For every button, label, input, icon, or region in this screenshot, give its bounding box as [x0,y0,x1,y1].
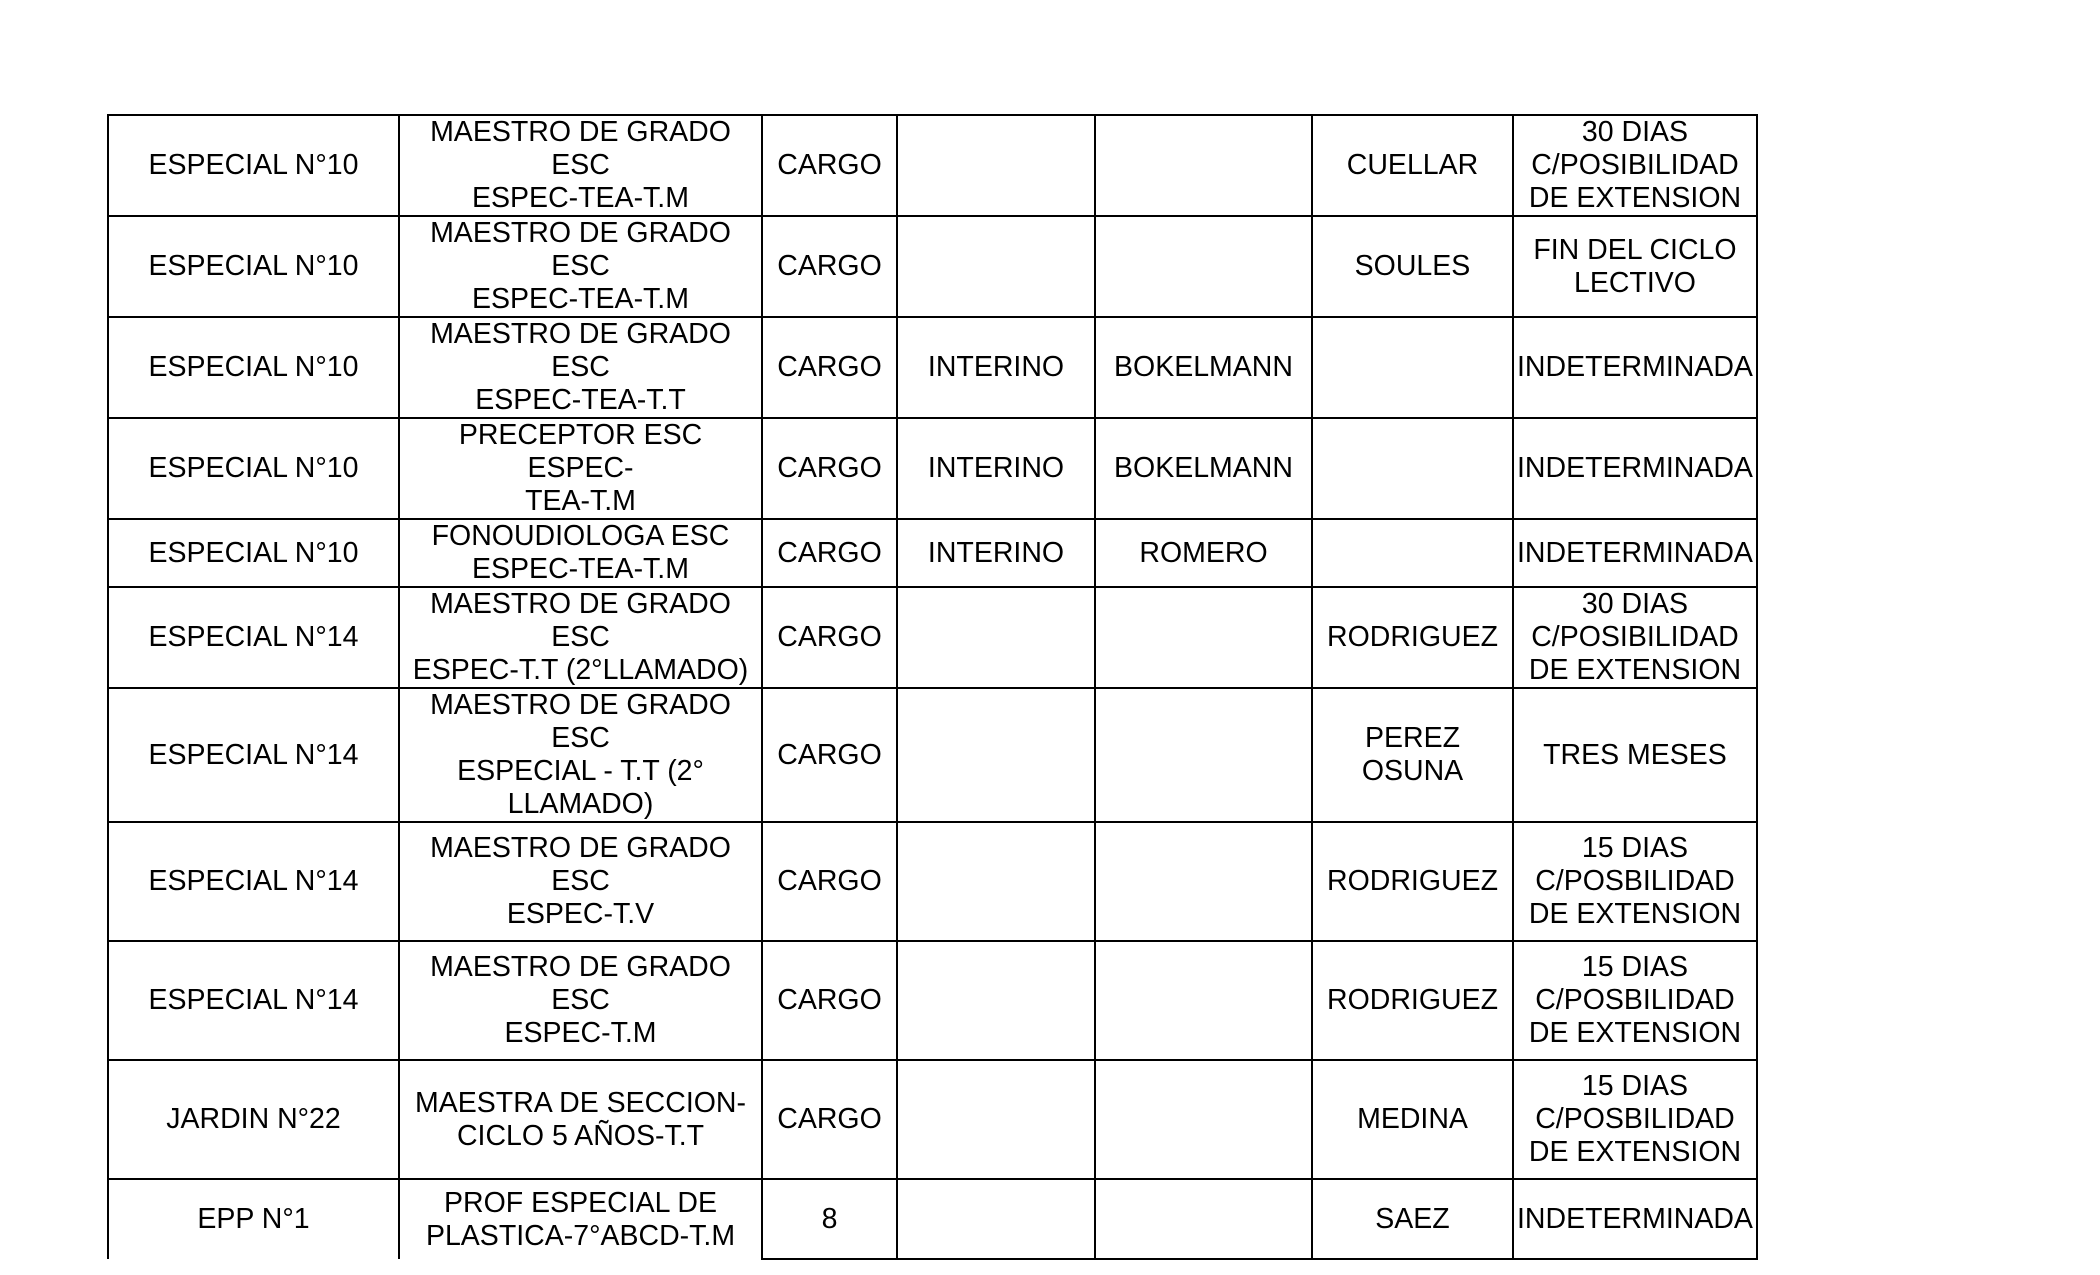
status-cell [897,1179,1095,1259]
duration-cell: INDETERMINADA [1513,1179,1757,1259]
type-cell: CARGO [762,519,897,587]
status-cell [897,941,1095,1060]
table-row [108,519,1757,587]
school-cell: ESPECIAL N°10 [108,115,399,216]
table-row [108,1179,1757,1259]
holder-cell [1095,688,1312,822]
type-cell: CARGO [762,587,897,688]
type-cell: CARGO [762,688,897,822]
table-row [108,1060,1757,1179]
school-cell: ESPECIAL N°10 [108,216,399,317]
position-cell: FONOUDIOLOGA ESC ESPEC-TEA-T.M [399,519,762,587]
duration-cell: 30 DIAS C/POSIBILIDAD DE EXTENSION [1513,587,1757,688]
status-cell [897,1060,1095,1179]
position-cell: MAESTRO DE GRADO ESC ESPEC-T.V [399,822,762,941]
position-cell: PROF ESPECIAL DE PLASTICA-7°ABCD-T.M [399,1179,762,1259]
position-cell: MAESTRO DE GRADO ESC ESPEC-TEA-T.T [399,317,762,418]
replaced-cell [1312,317,1513,418]
type-cell: CARGO [762,216,897,317]
type-cell: 8 [762,1179,897,1259]
table-row [108,317,1757,418]
replaced-cell [1312,519,1513,587]
table-body [108,115,1757,1259]
type-cell: CARGO [762,822,897,941]
holder-cell [1095,115,1312,216]
replaced-cell: RODRIGUEZ [1312,941,1513,1060]
position-cell: MAESTRO DE GRADO ESC ESPECIAL - T.T (2° LLAMADO) [399,688,762,822]
holder-cell [1095,941,1312,1060]
status-cell [897,688,1095,822]
status-cell [897,822,1095,941]
duration-cell: 15 DIAS C/POSBILIDAD DE EXTENSION [1513,822,1757,941]
holder-cell [1095,587,1312,688]
replaced-cell: SAEZ [1312,1179,1513,1259]
duration-cell: INDETERMINADA [1513,519,1757,587]
status-cell [897,587,1095,688]
holder-cell: BOKELMANN [1095,418,1312,519]
vacancy-table [107,114,1758,1260]
duration-cell: TRES MESES [1513,688,1757,822]
duration-cell: 30 DIAS C/POSIBILIDAD DE EXTENSION [1513,115,1757,216]
position-cell: MAESTRO DE GRADO ESC ESPEC-T.M [399,941,762,1060]
duration-cell: INDETERMINADA [1513,418,1757,519]
school-cell: ESPECIAL N°10 [108,317,399,418]
replaced-cell: MEDINA [1312,1060,1513,1179]
school-cell: ESPECIAL N°10 [108,418,399,519]
table-row [108,688,1757,822]
duration-cell: 15 DIAS C/POSBILIDAD DE EXTENSION [1513,941,1757,1060]
duration-cell: INDETERMINADA [1513,317,1757,418]
status-cell [897,216,1095,317]
replaced-cell: RODRIGUEZ [1312,822,1513,941]
school-cell: ESPECIAL N°14 [108,822,399,941]
duration-cell: FIN DEL CICLO LECTIVO [1513,216,1757,317]
table-row [108,941,1757,1060]
school-cell: JARDIN N°22 [108,1060,399,1179]
type-cell: CARGO [762,1060,897,1179]
school-cell: ESPECIAL N°14 [108,941,399,1060]
school-cell: EPP N°1 [108,1179,399,1259]
position-cell: MAESTRO DE GRADO ESC ESPEC-T.T (2°LLAMADO) [399,587,762,688]
holder-cell [1095,1060,1312,1179]
status-cell: INTERINO [897,418,1095,519]
replaced-cell: PEREZ OSUNA [1312,688,1513,822]
position-cell: MAESTRO DE GRADO ESC ESPEC-TEA-T.M [399,216,762,317]
status-cell: INTERINO [897,317,1095,418]
replaced-cell [1312,418,1513,519]
school-cell: ESPECIAL N°10 [108,519,399,587]
position-cell: MAESTRO DE GRADO ESC ESPEC-TEA-T.M [399,115,762,216]
type-cell: CARGO [762,418,897,519]
holder-cell [1095,1179,1312,1259]
holder-cell [1095,822,1312,941]
status-cell [897,115,1095,216]
table-row [108,587,1757,688]
type-cell: CARGO [762,941,897,1060]
position-cell: PRECEPTOR ESC ESPEC- TEA-T.M [399,418,762,519]
holder-cell: BOKELMANN [1095,317,1312,418]
table-row [108,115,1757,216]
holder-cell [1095,216,1312,317]
replaced-cell: CUELLAR [1312,115,1513,216]
replaced-cell: RODRIGUEZ [1312,587,1513,688]
school-cell: ESPECIAL N°14 [108,688,399,822]
type-cell: CARGO [762,317,897,418]
replaced-cell: SOULES [1312,216,1513,317]
school-cell: ESPECIAL N°14 [108,587,399,688]
position-cell: MAESTRA DE SECCION- CICLO 5 AÑOS-T.T [399,1060,762,1179]
type-cell: CARGO [762,115,897,216]
holder-cell: ROMERO [1095,519,1312,587]
status-cell: INTERINO [897,519,1095,587]
table-row [108,418,1757,519]
table-row [108,822,1757,941]
duration-cell: 15 DIAS C/POSBILIDAD DE EXTENSION [1513,1060,1757,1179]
table-row [108,216,1757,317]
